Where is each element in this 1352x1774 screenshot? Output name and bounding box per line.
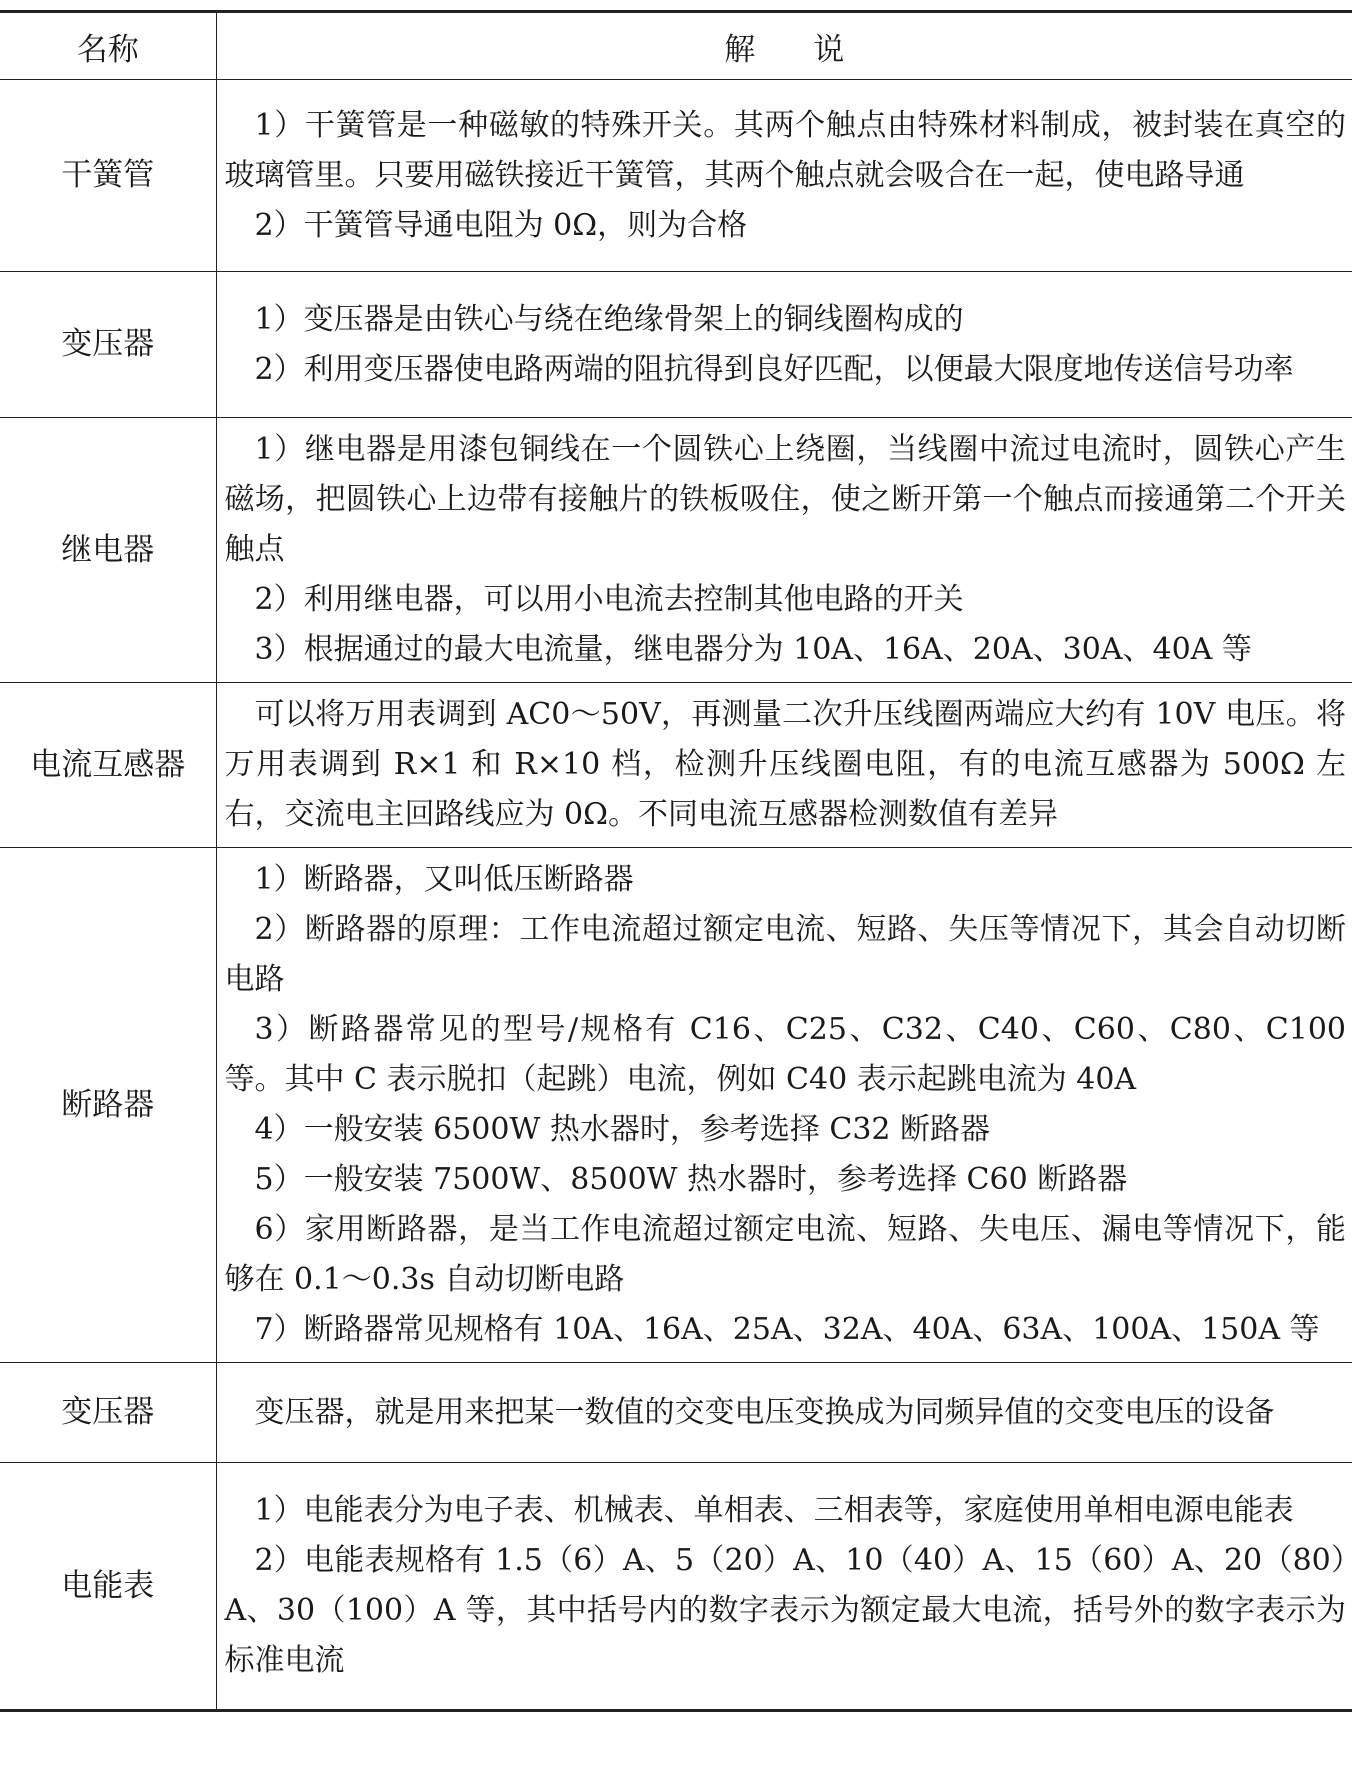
description-paragraph: 2）干簧管导通电阻为 0Ω，则为合格 [254,207,748,243]
table-row [0,272,1352,418]
description-paragraph: 3）根据通过的最大电流量，继电器分为 10A、16A、20A、30A、40A 等 [254,632,1252,667]
table-body [0,80,1352,1711]
description-paragraph: 1）电能表分为电子表、机械表、单相表、三相表等，家庭使用单相电源电能表 [254,1493,1294,1528]
column-header-description-char-2: 说 [813,31,845,68]
row-description [216,1463,1352,1711]
row-description [216,80,1352,272]
description-paragraph: 1）继电器是用漆包铜线在一个圆铁心上绕圈，当线圈中流过电流时，圆铁心产生磁场，把圆铁心上边带有接触片的铁板吸住，使之断开第一个触点而接通第二个开关触点 [224,432,1346,567]
component-table-container [0,10,1352,1712]
table-row [0,80,1352,272]
row-description [216,1363,1352,1463]
description-paragraph: 2）断路器的原理：工作电流超过额定电流、短路、失压等情况下，其会自动切断电路 [224,912,1346,997]
table-row [0,1363,1352,1463]
description-paragraph: 2）电能表规格有 1.5（6）A、5（20）A、10（40）A、15（60）A、20（80）A、30（100）A 等，其中括号内的数字表示为额定最大电流，括号外的数字表示为标准电流 [224,1543,1346,1678]
table-row [0,1463,1352,1711]
description-paragraph: 6）家用断路器，是当工作电流超过额定电流、短路、失电压、漏电等情况下，能够在 0.1～0.3s 自动切断电路 [224,1212,1346,1297]
row-description [216,418,1352,683]
header-row [0,12,1352,80]
column-header-description-char-1: 解 [724,31,756,68]
row-name: 断路器 [0,848,216,1363]
row-description [216,848,1352,1363]
description-paragraph: 1）断路器，又叫低压断路器 [254,862,634,897]
column-header-name: 名称 [0,12,216,80]
description-paragraph: 5）一般安装 7500W、8500W 热水器时，参考选择 C60 断路器 [254,1162,1128,1197]
row-description [216,683,1352,848]
row-name: 干簧管 [0,80,216,272]
table-row [0,848,1352,1363]
description-paragraph: 4）一般安装 6500W 热水器时，参考选择 C32 断路器 [254,1112,991,1147]
table-row [0,418,1352,683]
row-name: 变压器 [0,1363,216,1463]
description-paragraph: 1）变压器是由铁心与绕在绝缘骨架上的铜线圈构成的 [254,301,964,337]
row-name: 电流互感器 [0,683,216,848]
description-paragraph: 1）干簧管是一种磁敏的特殊开关。其两个触点由特殊材料制成，被封装在真空的玻璃管里。只要用磁铁接近干簧管，其两个触点就会吸合在一起，使电路导通 [224,107,1346,193]
row-description [216,272,1352,418]
table-row [0,683,1352,848]
column-header-description [216,12,1352,80]
row-name: 变压器 [0,272,216,418]
description-paragraph: 2）利用变压器使电路两端的阻抗得到良好匹配，以便最大限度地传送信号功率 [254,351,1294,387]
component-table [0,10,1352,1712]
description-paragraph: 变压器，就是用来把某一数值的交变电压变换成为同频异值的交变电压的设备 [254,1394,1275,1430]
description-paragraph: 可以将万用表调到 AC0～50V，再测量二次升压线圈两端应大约有 10V 电压。将万用表调到 R×1 和 R×10 档，检测升压线圈电阻，有的电流互感器为 500Ω 左右，交流电主回路线应为 0Ω。不同电流互感器检测数值有差异 [224,697,1346,832]
description-paragraph: 3）断路器常见的型号/规格有 C16、C25、C32、C40、C60、C80、C100 等。其中 C 表示脱扣（起跳）电流，例如 C40 表示起跳电流为 40A [224,1012,1346,1097]
table-header [0,12,1352,80]
row-name: 继电器 [0,418,216,683]
description-paragraph: 2）利用继电器，可以用小电流去控制其他电路的开关 [254,582,964,617]
description-paragraph: 7）断路器常见规格有 10A、16A、25A、32A、40A、63A、100A、150A 等 [254,1312,1320,1347]
row-name: 电能表 [0,1463,216,1711]
